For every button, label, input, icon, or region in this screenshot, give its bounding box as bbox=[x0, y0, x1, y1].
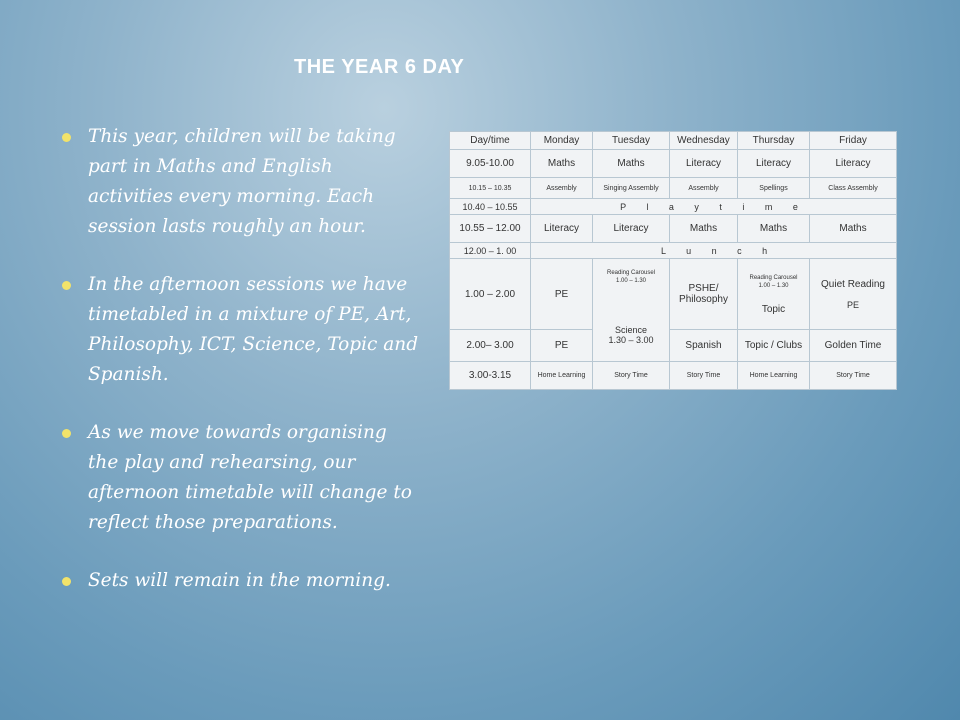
time-cell: 1.00 – 2.00 bbox=[450, 259, 531, 330]
time-cell: 9.05-10.00 bbox=[450, 150, 531, 178]
slide-title: THE YEAR 6 DAY bbox=[294, 56, 465, 78]
table-cell: PE bbox=[531, 330, 593, 362]
time-cell: 12.00 – 1. 00 bbox=[450, 243, 531, 259]
bullet-dot-icon bbox=[62, 577, 71, 586]
playtime-cell: P l a y t i m e bbox=[531, 199, 897, 215]
bullet-list bbox=[60, 122, 420, 624]
bullet-text: In the afternoon sessions we have timetabled in a mixture of PE, Art, Philosophy, ICT, Science, Topic and Spanish. bbox=[88, 274, 419, 385]
cell-text: Reading Carousel bbox=[749, 274, 798, 281]
header-cell: Friday bbox=[810, 132, 897, 150]
table-cell bbox=[810, 259, 897, 330]
table-cell: Story Time bbox=[670, 362, 738, 390]
table-cell bbox=[738, 259, 810, 330]
table-row bbox=[450, 215, 897, 243]
bullet-item bbox=[60, 566, 420, 596]
time-cell: 2.00– 3.00 bbox=[450, 330, 531, 362]
cell-text: 1.00 – 1.30 bbox=[758, 282, 789, 289]
bullet-dot-icon bbox=[62, 429, 71, 438]
table-row bbox=[450, 199, 897, 215]
bullet-item bbox=[60, 418, 420, 538]
cell-text: Quiet Reading bbox=[821, 278, 885, 290]
table-row bbox=[450, 243, 897, 259]
bullet-dot-icon bbox=[62, 281, 71, 290]
cell-text: 1.30 – 3.00 bbox=[608, 335, 654, 345]
bullet-text: Sets will remain in the morning. bbox=[88, 570, 391, 591]
bullet-text: As we move towards organising the play and rehearsing, our afternoon timetable will change to reflect those preparations. bbox=[88, 422, 412, 533]
header-cell: Day/time bbox=[450, 132, 531, 150]
table-row bbox=[450, 259, 897, 330]
table-cell: Spellings bbox=[738, 178, 810, 199]
table-cell: Literacy bbox=[531, 215, 593, 243]
table-row bbox=[450, 362, 897, 390]
table-header-row bbox=[450, 132, 897, 150]
table-cell: Literacy bbox=[593, 215, 670, 243]
table-row bbox=[450, 178, 897, 199]
table-cell: Home Learning bbox=[738, 362, 810, 390]
table-row bbox=[450, 330, 897, 362]
table-cell: Maths bbox=[810, 215, 897, 243]
table-cell: Story Time bbox=[810, 362, 897, 390]
table-cell: Maths bbox=[593, 150, 670, 178]
table-cell: Maths bbox=[670, 215, 738, 243]
table-cell: Assembly bbox=[670, 178, 738, 199]
header-cell: Tuesday bbox=[593, 132, 670, 150]
table-cell: Maths bbox=[738, 215, 810, 243]
timetable bbox=[449, 131, 897, 390]
table-cell: PSHE/ Philosophy bbox=[670, 259, 738, 330]
table-cell: Singing Assembly bbox=[593, 178, 670, 199]
table-cell: Maths bbox=[531, 150, 593, 178]
table-cell: Literacy bbox=[738, 150, 810, 178]
lunch-cell: L u n c h bbox=[531, 243, 897, 259]
cell-text: 1.00 – 1.30 bbox=[615, 278, 647, 284]
table-cell: Story Time bbox=[593, 362, 670, 390]
table-cell: PE bbox=[531, 259, 593, 330]
header-cell: Monday bbox=[531, 132, 593, 150]
table-cell: Class Assembly bbox=[810, 178, 897, 199]
table-cell: Assembly bbox=[531, 178, 593, 199]
table-cell: Home Learning bbox=[531, 362, 593, 390]
bullet-text: This year, children will be taking part in Maths and English activities every morning. Each session lasts roughly an hour. bbox=[88, 126, 396, 237]
time-cell: 3.00-3.15 bbox=[450, 362, 531, 390]
table-cell: Spanish bbox=[670, 330, 738, 362]
time-cell: 10.40 – 10.55 bbox=[450, 199, 531, 215]
table-row bbox=[450, 150, 897, 178]
header-cell: Thursday bbox=[738, 132, 810, 150]
table-cell: Literacy bbox=[670, 150, 738, 178]
bullet-item bbox=[60, 122, 420, 242]
cell-text: PE bbox=[846, 299, 859, 310]
time-cell: 10.15 – 10.35 bbox=[450, 178, 531, 199]
bullet-item bbox=[60, 270, 420, 390]
table-cell: Literacy bbox=[810, 150, 897, 178]
table-cell: Golden Time bbox=[810, 330, 897, 362]
bullet-dot-icon bbox=[62, 133, 71, 142]
cell-text: Reading Carousel bbox=[606, 270, 656, 276]
cell-text: Topic bbox=[761, 303, 786, 315]
cell-text: Science bbox=[614, 325, 648, 335]
tuesday-afternoon-cell bbox=[593, 259, 670, 362]
table-cell: Topic / Clubs bbox=[738, 330, 810, 362]
time-cell: 10.55 – 12.00 bbox=[450, 215, 531, 243]
header-cell: Wednesday bbox=[670, 132, 738, 150]
